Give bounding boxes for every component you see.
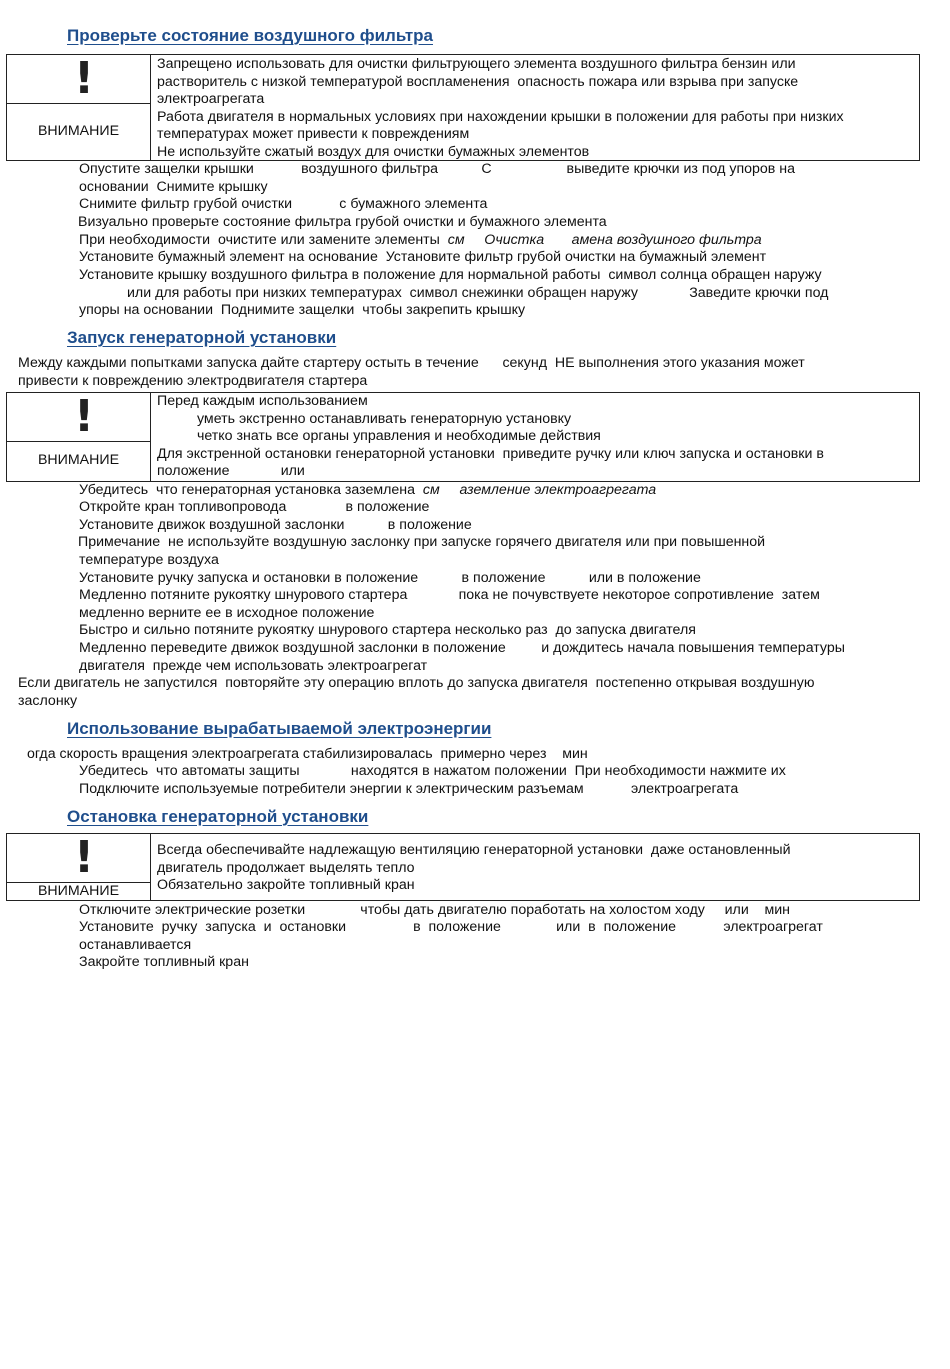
warning-line: Перед каждым использованием <box>157 393 368 409</box>
warning-icon-cell <box>7 393 151 481</box>
outro-line: заслонку <box>18 693 78 709</box>
intro-line: привести к повреждению электродвигателя стартера <box>18 373 368 389</box>
step-line: Отключите электрические розетки чтобы дать двигателю поработать на холостом ходу или мин <box>79 902 791 918</box>
warning-box-stop <box>6 833 920 901</box>
exclamation-icon: ! <box>73 53 95 104</box>
step-line: Визуально проверьте состояние фильтра грубой очистки и бумажного элемента <box>78 214 607 230</box>
text-line: Подключите используемые потребители энергии к электрическим разъемам электроагрегата <box>79 781 739 797</box>
step-line: Откройте кран топливопровода в положение <box>79 499 430 515</box>
step-line: Закройте топливный кран <box>79 954 249 970</box>
warning-box-start <box>6 392 920 482</box>
text-line: огда скорость вращения электроагрегата стабилизировалась примерно через мин <box>27 746 588 762</box>
step-line: Установите движок воздушной заслонки в положение <box>79 517 472 533</box>
section-title-air-filter: Проверьте состояние воздушного фильтра <box>67 26 433 45</box>
step-line: Установите ручку запуска и остановки в положение в положение или в положение <box>79 570 701 586</box>
step-line <box>79 482 656 500</box>
warning-text <box>157 393 913 481</box>
exclamation-icon: ! <box>73 832 95 883</box>
step-line: Снимите фильтр грубой очистки с бумажного элемента <box>79 196 488 212</box>
step-line: Медленно переведите движок воздушной заслонки в положение и дождитесь начала повышения температуры <box>79 640 845 656</box>
warning-line: уметь экстренно останавливать генераторную установку <box>197 410 572 427</box>
warning-line: положение или <box>157 463 305 479</box>
step-line: Установите бумажный элемент на основание Установите фильтр грубой очистки на бумажный элемент <box>79 249 767 265</box>
step-line: или для работы при низких температурах символ снежинки обращен наружу Заведите крючки под <box>127 285 829 301</box>
cross-reference: см аземление электроагрегата <box>422 482 657 498</box>
warning-line: двигатель продолжает выделять тепло <box>157 859 415 876</box>
warning-icon-cell <box>7 55 151 160</box>
warning-line: четко знать все органы управления и необходимые действия <box>197 428 601 444</box>
warning-line: Работа двигателя в нормальных условиях при нахождении крышки в положении для работы при низких <box>157 108 844 125</box>
step-line: температуре воздуха <box>79 552 219 568</box>
outro-line: Если двигатель не запустился повторяйте эту операцию вплоть до запуска двигателя постепенно открывая воздушную <box>18 675 815 691</box>
step-line: Быстро и сильно потяните рукоятку шнурового стартера несколько раз до запуска двигателя <box>79 622 696 638</box>
text-line: Убедитесь что автоматы защиты находятся в нажатом положении При необходимости нажмите их <box>79 763 786 779</box>
warning-line: растворитель с низкой температурой воспламенения опасность пожара или взрыва при запуске <box>157 73 799 90</box>
cross-reference: см Очистка амена воздушного фильтра <box>447 232 762 248</box>
step-line: Установите крышку воздушного фильтра в положение для нормальной работы символ солнца обращен наружу <box>79 267 822 283</box>
step-line: Опустите защелки крышки воздушного фильтра С выведите крючки из под упоров на <box>79 161 796 177</box>
warning-line: Для экстренной остановки генераторной установки приведите ручку или ключ запуска и остановки в <box>157 445 824 462</box>
warning-line: Обязательно закройте топливный кран <box>157 877 415 893</box>
step-line: останавливается <box>79 937 192 953</box>
step-line: упоры на основании Поднимите защелки чтобы закрепить крышку <box>79 302 526 318</box>
warning-line: Всегда обеспечивайте надлежащую вентиляцию генераторной установки даже остановленный <box>157 842 791 858</box>
warning-line: температурах может привести к повреждениям <box>157 126 470 142</box>
warning-line: электроагрегата <box>157 91 265 107</box>
warning-caption: ВНИМАНИЕ <box>37 452 120 468</box>
exclamation-icon: ! <box>73 391 95 442</box>
step-text: Убедитесь что генераторная установка заземлена <box>79 482 416 498</box>
warning-text <box>157 56 913 161</box>
section-title-power-use: Использование вырабатываемой электроэнергии <box>67 719 492 738</box>
warning-icon-cell <box>7 834 151 900</box>
warning-line: Не используйте сжатый воздух для очистки бумажных элементов <box>157 143 590 160</box>
warning-box-air-filter <box>6 54 920 161</box>
warning-caption: ВНИМАНИЕ <box>37 123 120 139</box>
step-line: Медленно потяните рукоятку шнурового стартера пока не почувствуете некоторое сопротивление затем <box>79 587 820 603</box>
warning-caption: ВНИМАНИЕ <box>37 883 120 899</box>
step-line: двигателя прежде чем использовать электроагрегат <box>79 658 428 674</box>
step-line: медленно верните ее в исходное положение <box>79 605 375 621</box>
warning-line: Запрещено использовать для очистки фильтрующего элемента воздушного фильтра бензин или <box>157 56 796 72</box>
step-line: основании Снимите крышку <box>79 179 268 195</box>
warning-text <box>157 842 913 895</box>
section-title-start: Запуск генераторной установки <box>67 328 337 347</box>
step-line: Примечание не используйте воздушную заслонку при запуске горячего двигателя или при повышенной <box>78 534 766 550</box>
step-line: Установите ручку запуска и остановки в положение или в положение электроагрегат <box>79 919 823 935</box>
step-text: При необходимости очистите или замените элементы <box>79 232 440 248</box>
intro-line: Между каждыми попытками запуска дайте стартеру остыть в течение секунд НЕ выполнения этого указания может <box>18 355 805 371</box>
step-line <box>79 232 762 250</box>
section-title-stop: Остановка генераторной установки <box>67 807 369 826</box>
